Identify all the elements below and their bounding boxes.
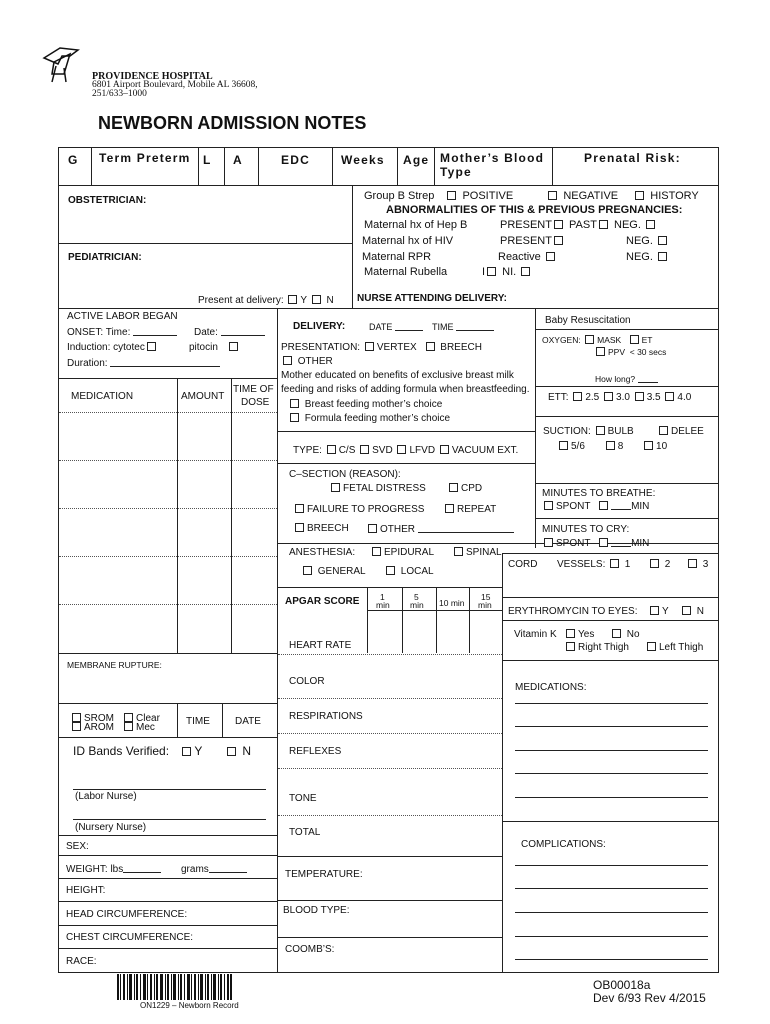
vessels-3-row: [686, 559, 708, 570]
failure-label: FAILURE TO PROGRESS: [307, 504, 425, 515]
ff-choice-label: Formula feeding mother’s choice: [304, 413, 451, 424]
erythro-y-row: [648, 606, 669, 617]
apgar-1-num: 1: [380, 592, 385, 602]
local-row: [384, 566, 434, 577]
general-checkbox[interactable]: [303, 566, 312, 575]
nursery-nurse-label: (Nursery Nurse): [75, 822, 147, 833]
header-edc: EDC: [281, 153, 310, 167]
et-checkbox[interactable]: [630, 335, 639, 344]
mask-label: MASK: [597, 335, 622, 345]
cpd-checkbox[interactable]: [449, 483, 458, 492]
onset-time-field[interactable]: [133, 326, 177, 336]
right-thigh-label: Right Thigh: [578, 642, 629, 653]
spinal-row: [452, 547, 502, 558]
breech-label: BREECH: [440, 342, 482, 353]
rpr-neg: [626, 251, 670, 263]
apgar-color: COLOR: [289, 676, 325, 687]
fetal-distress-row: [329, 483, 426, 494]
mask-checkbox[interactable]: [585, 335, 594, 344]
ett-40-checkbox[interactable]: [665, 392, 674, 401]
presentation-label: PRESENTATION:: [281, 342, 361, 353]
csection-label: C–SECTION (REASON):: [289, 469, 401, 480]
presentation-other-label: OTHER: [297, 356, 333, 367]
failure-checkbox[interactable]: [295, 504, 304, 513]
ppv-label: PPV: [608, 347, 626, 357]
general-label: GENERAL: [317, 566, 366, 577]
height-label: HEIGHT:: [66, 885, 106, 896]
vessels-2-row: [648, 559, 670, 570]
arom-label: AROM: [84, 722, 114, 733]
form-title: NEWBORN ADMISSION NOTES: [98, 113, 367, 133]
presentation-row: [281, 342, 482, 353]
ett-40-label: 4.0: [677, 392, 692, 403]
pitocin-label: pitocin: [189, 342, 218, 353]
cs-label: C/S: [338, 445, 356, 456]
apgar-1-min: min: [376, 600, 390, 610]
et-label: ET: [641, 335, 653, 345]
rpr-label: Maternal RPR: [362, 251, 432, 263]
cry-row: [542, 537, 649, 549]
cry-min-checkbox[interactable]: [599, 538, 608, 547]
presentation-other-row: [281, 356, 333, 367]
cs-other-row: [366, 523, 514, 535]
apgar-total: TOTAL: [289, 827, 321, 838]
sex-label: SEX:: [66, 841, 89, 852]
apgar-title: APGAR SCORE: [285, 596, 360, 607]
delee-checkbox[interactable]: [659, 426, 668, 435]
hep-b-present-label: PRESENT: [500, 219, 552, 231]
ett-35-checkbox[interactable]: [635, 392, 644, 401]
vessels-2-checkbox[interactable]: [650, 559, 659, 568]
left-thigh-checkbox[interactable]: [647, 642, 656, 651]
apgar-15-num: 15: [481, 592, 491, 602]
vessels-2-label: 2: [664, 559, 671, 570]
cry-label: MINUTES TO CRY:: [542, 524, 630, 535]
bf-choice-label: Breast feeding mother’s choice: [304, 399, 443, 410]
suction-row: [543, 426, 634, 437]
epidural-checkbox[interactable]: [372, 547, 381, 556]
apgar-tone: TONE: [289, 793, 317, 804]
vitk-no-checkbox[interactable]: [612, 629, 621, 638]
chest-circ-label: CHEST CIRCUMFERENCE:: [66, 932, 194, 943]
weight-grams-label: grams: [181, 864, 209, 875]
vitk-label: Vitamin K: [514, 629, 557, 640]
vitk-no-label: No: [626, 629, 640, 640]
gbs-positive-checkbox[interactable]: [447, 191, 456, 200]
cry-spont-label: SPONT: [556, 538, 591, 549]
bulb-checkbox[interactable]: [596, 426, 605, 435]
cry-spont-checkbox[interactable]: [544, 538, 553, 547]
cry-min-field[interactable]: [611, 537, 631, 547]
repeat-row: [443, 504, 496, 515]
head-circ-label: HEAD CIRCUMFERENCE:: [66, 909, 188, 920]
breech-checkbox[interactable]: [426, 342, 435, 351]
left-thigh-row: [645, 642, 703, 653]
s8-label: 8: [617, 441, 624, 452]
delee-label: DELEE: [671, 426, 704, 437]
epidural-label: EPIDURAL: [384, 547, 435, 558]
id-bands-n-label: N: [242, 744, 252, 758]
membrane-rupture-label: MEMBRANE RUPTURE:: [67, 660, 162, 670]
failure-row: [293, 504, 424, 515]
how-long-row: [595, 373, 658, 384]
id-bands-y-label: Y: [194, 744, 203, 758]
anesthesia-label: ANESTHESIA:: [289, 547, 356, 558]
vitk-yes-label: Yes: [578, 629, 595, 640]
amount-col: AMOUNT: [181, 391, 225, 402]
rpr-neg-checkbox[interactable]: [658, 252, 667, 261]
bf-choice-row: [288, 399, 442, 410]
pitocin-checkbox[interactable]: [229, 342, 238, 351]
delee-row: [657, 426, 704, 437]
hiv-present: [500, 235, 566, 247]
onset-date-row: [194, 326, 265, 338]
s56-checkbox[interactable]: [559, 441, 568, 450]
rubella-ni-checkbox[interactable]: [521, 267, 530, 276]
header-g: G: [68, 153, 79, 167]
header-l: L: [203, 153, 212, 167]
srom-checkbox[interactable]: [72, 713, 81, 722]
dose-col: DOSE: [241, 397, 270, 408]
apgar-heart-rate: HEART RATE: [289, 640, 352, 651]
resus-title: Baby Resuscitation: [545, 315, 631, 326]
temperature-label: TEMPERATURE:: [285, 869, 363, 880]
vacuum-label: VACUUM EXT.: [451, 445, 519, 456]
duration-row: [67, 357, 220, 369]
header-age: Age: [403, 153, 430, 167]
cs-other-field[interactable]: [418, 523, 514, 533]
hiv-neg-label: NEG.: [626, 235, 653, 247]
rupture-time-col: TIME: [186, 716, 210, 727]
barcode: [117, 974, 233, 1000]
coombs-label: COOMB’S:: [285, 944, 335, 955]
hep-b-present: [500, 219, 658, 231]
time-of-dose-col: TIME OF: [233, 384, 274, 395]
ppv-checkbox[interactable]: [596, 347, 605, 356]
ett-35-label: 3.5: [646, 392, 661, 403]
ett-25-label: 2.5: [585, 392, 600, 403]
duration-field[interactable]: [110, 357, 220, 367]
arom-checkbox[interactable]: [72, 722, 81, 731]
spinal-label: SPINAL: [466, 547, 502, 558]
ff-choice-checkbox[interactable]: [290, 413, 299, 422]
hiv-neg: [626, 235, 670, 247]
cs-breech-checkbox[interactable]: [295, 523, 304, 532]
right-thigh-checkbox[interactable]: [566, 642, 575, 651]
header-weeks: Weeks: [341, 153, 385, 167]
abnormalities-heading: ABNORMALITIES OF THIS & PREVIOUS PREGNANCIES:: [386, 204, 683, 216]
vertex-checkbox[interactable]: [365, 342, 374, 351]
hep-b-past-checkbox[interactable]: [599, 220, 608, 229]
repeat-label: REPEAT: [457, 504, 497, 515]
s8-checkbox[interactable]: [606, 441, 615, 450]
present-at-delivery: [198, 295, 334, 306]
form-revision: Dev 6/93 Rev 4/2015: [593, 991, 706, 1005]
erythro-n-row: [680, 606, 704, 617]
gbs-history-checkbox[interactable]: [635, 191, 644, 200]
id-bands-row: [73, 744, 202, 758]
suction-size-row: [557, 441, 667, 452]
hiv-label: Maternal hx of HIV: [362, 235, 454, 247]
fetal-distress-checkbox[interactable]: [331, 483, 340, 492]
race-label: RACE:: [66, 956, 97, 967]
active-labor-label: ACTIVE LABOR BEGAN: [67, 311, 178, 322]
cs-breech-label: BREECH: [307, 523, 349, 534]
cs-other-label: OTHER: [380, 524, 415, 535]
ett-label: ETT:: [548, 392, 569, 403]
medication-col: MEDICATION: [71, 391, 134, 402]
clear-label: Clear: [136, 713, 160, 724]
local-label: LOCAL: [400, 566, 434, 577]
rubella-i-label: I: [482, 266, 486, 278]
presentation-other-checkbox[interactable]: [283, 356, 292, 365]
header-mothers-blood-type: Mother’s Blood Type: [440, 151, 545, 179]
hospital-address: 6801 Airport Boulevard, Mobile AL 36608,: [92, 80, 258, 90]
fetal-distress-label: FETAL DISTRESS: [343, 483, 426, 494]
mec-label: Mec: [136, 722, 155, 733]
cry-min-label: MIN: [631, 538, 650, 549]
vitk-yes-checkbox[interactable]: [566, 629, 575, 638]
onset-date-field[interactable]: [221, 326, 265, 336]
spinal-checkbox[interactable]: [454, 547, 463, 556]
weight-lbs-field[interactable]: [123, 863, 161, 873]
educated-line-2: feeding and risks of adding formula when breastfeeding.: [281, 384, 530, 395]
apgar-reflexes: REFLEXES: [289, 746, 342, 757]
header-a: A: [233, 153, 243, 167]
hiv-neg-checkbox[interactable]: [658, 236, 667, 245]
delivery-date-field[interactable]: [395, 321, 423, 331]
educated-line-1: Mother educated on benefits of exclusive breast milk: [281, 370, 514, 381]
gbs-positive-label: POSITIVE: [462, 190, 514, 202]
blood-type-label: BLOOD TYPE:: [283, 905, 350, 916]
s10-checkbox[interactable]: [644, 441, 653, 450]
hep-b-present-checkbox[interactable]: [554, 220, 563, 229]
hospital-name: PROVIDENCE HOSPITAL: [92, 71, 213, 82]
barcode-label: ON1229 – Newborn Record: [140, 1001, 239, 1010]
cs-checkbox[interactable]: [327, 445, 336, 454]
delivery-date-row: [369, 321, 423, 332]
cs-breech-row: [293, 523, 349, 534]
onset-date-label: Date:: [194, 327, 218, 338]
breathe-min-checkbox[interactable]: [599, 501, 608, 510]
group-b-strep-row: [364, 190, 699, 202]
rpr-reactive-label: Reactive: [498, 251, 541, 263]
right-thigh-row: [564, 642, 629, 653]
delivery-label: DELIVERY:: [293, 321, 346, 332]
rubella-options: [482, 266, 533, 278]
group-b-strep-label: Group B Strep: [364, 190, 435, 202]
cord-label: CORD: [508, 559, 538, 570]
cpd-row: [447, 483, 482, 494]
suction-label: SUCTION:: [543, 426, 591, 437]
cpd-label: CPD: [461, 483, 483, 494]
ff-choice-row: [288, 413, 450, 424]
vessels-label: VESSELS:: [557, 559, 606, 570]
ett-row: [548, 392, 691, 403]
how-long-field[interactable]: [638, 373, 658, 383]
ett-30-checkbox[interactable]: [604, 392, 613, 401]
vessels-3-checkbox[interactable]: [688, 559, 697, 568]
rubella-i-checkbox[interactable]: [487, 267, 496, 276]
erythro-n-checkbox[interactable]: [682, 606, 691, 615]
erythro-label: ERYTHROMYCIN TO EYES:: [508, 606, 638, 617]
vacuum-checkbox[interactable]: [440, 445, 449, 454]
local-checkbox[interactable]: [386, 566, 395, 575]
oxygen-label: OXYGEN:: [542, 335, 581, 345]
obstetrician-label: OBSTETRICIAN:: [68, 195, 147, 206]
vertex-label: VERTEX: [376, 342, 417, 353]
apgar-15-min: min: [478, 600, 492, 610]
mec-checkbox[interactable]: [124, 722, 133, 731]
erythro-n-label: N: [696, 606, 705, 617]
hep-b-neg-label: NEG.: [614, 219, 641, 231]
weight-lbs-label: WEIGHT: lbs: [66, 864, 124, 875]
id-bands-n-row: [225, 744, 251, 758]
ett-30-label: 3.0: [616, 392, 630, 403]
complications-label: COMPLICATIONS:: [521, 839, 606, 850]
ppv-row: [594, 347, 666, 357]
cytotec-checkbox[interactable]: [147, 342, 156, 351]
breathe-label: MINUTES TO BREATHE:: [542, 488, 656, 499]
apgar-5-num: 5: [414, 592, 419, 602]
rpr-reactive-checkbox[interactable]: [546, 252, 555, 261]
rupture-date-col: DATE: [235, 716, 261, 727]
hep-b-neg-checkbox[interactable]: [646, 220, 655, 229]
hiv-present-checkbox[interactable]: [554, 236, 563, 245]
repeat-checkbox[interactable]: [445, 504, 454, 513]
clear-checkbox[interactable]: [124, 713, 133, 722]
general-row: [301, 566, 366, 577]
hep-b-past-label: PAST: [569, 219, 597, 231]
header-prenatal-risk: Prenatal Risk:: [584, 151, 681, 165]
type-label: TYPE:: [293, 445, 322, 456]
svd-label: SVD: [372, 445, 393, 456]
breathe-min-field[interactable]: [611, 500, 631, 510]
rpr-reactive: [498, 251, 558, 263]
pitocin-row: [189, 342, 241, 353]
induction-row: [67, 342, 159, 353]
cytotec-label: cytotec: [113, 342, 145, 353]
hospital-logo: [40, 44, 86, 86]
gbs-negative-label: NEGATIVE: [563, 190, 619, 202]
mec-row: [122, 722, 155, 733]
nurse-attending-label: NURSE ATTENDING DELIVERY:: [357, 293, 508, 304]
lfvd-label: LFVD: [409, 445, 436, 456]
vitk-yes-row: [564, 629, 594, 640]
rubella-ni-label: NI.: [502, 266, 517, 278]
delivery-time-label: TIME: [432, 322, 454, 332]
present-y-label: Y: [300, 295, 307, 306]
vessels-1-label: 1: [624, 559, 631, 570]
vitk-no-row: [610, 629, 640, 640]
breathe-spont-label: SPONT: [556, 501, 591, 512]
vessels-3-label: 3: [702, 559, 709, 570]
type-row: [293, 445, 518, 456]
pediatrician-label: PEDIATRICIAN:: [68, 252, 142, 263]
cs-other-checkbox[interactable]: [368, 524, 377, 533]
apgar-5-min: min: [410, 600, 424, 610]
bf-choice-checkbox[interactable]: [290, 399, 299, 408]
induction-label: Induction:: [67, 342, 111, 353]
present-n-label: N: [326, 295, 334, 306]
erythro-y-label: Y: [662, 606, 669, 617]
rpr-neg-label: NEG.: [626, 251, 653, 263]
vessels-1-row: [608, 559, 630, 570]
gbs-negative-checkbox[interactable]: [548, 191, 557, 200]
hiv-present-label: PRESENT: [500, 235, 552, 247]
oxygen-row: [542, 335, 652, 345]
onset-time-label: ONSET: Time:: [67, 327, 131, 338]
header-term-preterm: Term Preterm: [99, 151, 191, 165]
duration-label: Duration:: [67, 358, 108, 369]
present-y-checkbox[interactable]: [288, 295, 297, 304]
present-at-delivery-label: Present at delivery:: [198, 295, 284, 306]
svd-checkbox[interactable]: [360, 445, 369, 454]
labor-nurse-label: (Labor Nurse): [75, 791, 137, 802]
delivery-time-row: [432, 321, 494, 332]
lfvd-checkbox[interactable]: [397, 445, 406, 454]
erythro-y-checkbox[interactable]: [650, 606, 659, 615]
delivery-date-label: DATE: [369, 322, 393, 332]
present-n-checkbox[interactable]: [312, 295, 321, 304]
weight-row: [66, 863, 161, 875]
gbs-history-label: HISTORY: [650, 190, 699, 202]
how-long-label: How long?: [595, 374, 636, 384]
grams-row: [181, 863, 247, 875]
breathe-min-label: MIN: [631, 501, 650, 512]
hep-b-label: Maternal hx of Hep B: [364, 219, 468, 231]
rubella-label: Maternal Rubella: [364, 266, 448, 278]
medications-label: MEDICATIONS:: [515, 682, 587, 693]
s56-label: 5/6: [571, 441, 585, 452]
apgar-10-min: 10 min: [439, 598, 465, 608]
srom-label: SROM: [84, 713, 114, 724]
arom-row: [70, 722, 114, 733]
apgar-respirations: RESPIRATIONS: [289, 711, 363, 722]
id-bands-n-checkbox[interactable]: [227, 747, 236, 756]
weight-grams-field[interactable]: [209, 863, 247, 873]
delivery-time-field[interactable]: [456, 321, 494, 331]
ppv-note: < 30 secs: [629, 347, 667, 357]
breathe-spont-checkbox[interactable]: [544, 501, 553, 510]
s10-label: 10: [656, 441, 668, 452]
onset-time-row: [67, 326, 177, 338]
hospital-phone: 251/633–1000: [92, 89, 147, 99]
id-bands-y-checkbox[interactable]: [182, 747, 191, 756]
bulb-label: BULB: [607, 426, 634, 437]
form-number: OB00018a: [593, 978, 651, 992]
left-thigh-label: Left Thigh: [659, 642, 704, 653]
id-bands-label: ID Bands Verified:: [73, 744, 170, 758]
epidural-row: [370, 547, 434, 558]
vessels-1-checkbox[interactable]: [610, 559, 619, 568]
breathe-row: [542, 500, 649, 512]
ett-25-checkbox[interactable]: [573, 392, 582, 401]
